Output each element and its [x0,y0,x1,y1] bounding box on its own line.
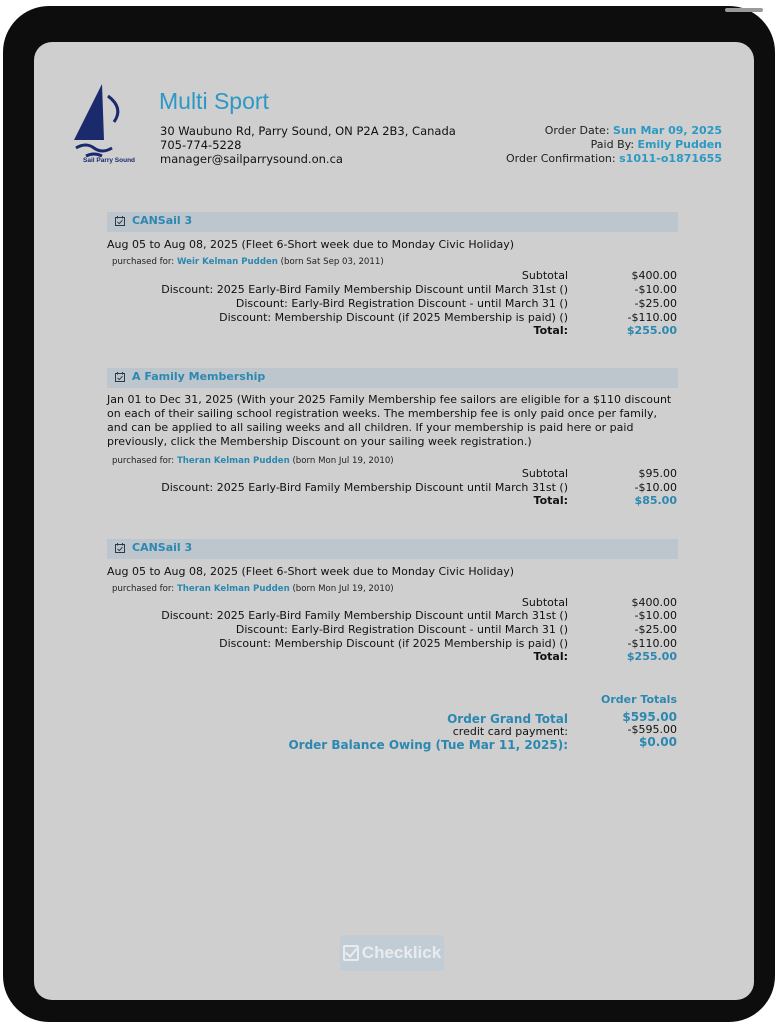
purchased-name: Theran Kelman Pudden [176,456,290,466]
org-address: 30 Waubuno Rd, Parry Sound, ON P2A 2B3, Canada [160,124,456,138]
item-description: Jan 01 to Dec 31, 2025 (With your 2025 Family Membership fee sailors are eligible for a $110 discount on each of their sailing school registration weeks. The membership fee is only paid once per family, and can be applied to all sailing weeks and all children. If your membership is paid here or paid previously, click the Membership Discount on your sailing week registration.) [107,393,672,448]
payment-amount: -$595.00 [627,723,677,736]
purchased-prefix: purchased for: [112,257,175,267]
order-totals-heading: Order Totals [601,693,677,706]
line-amount: -$25.00 [634,623,677,636]
total-amount: $85.00 [634,494,677,507]
line-label: Subtotal [521,269,568,282]
checklick-watermark [340,935,444,971]
item-title: CANSail 3 [132,214,193,227]
calendar-check-icon [115,216,125,226]
order-confirmation [506,152,722,165]
purchased-for [112,257,384,267]
order-date-label: Order Date: [544,124,610,137]
confirmation-label: Order Confirmation: [505,152,616,165]
payment-label: credit card payment: [452,725,568,738]
confirmation-value: s1011-o1871655 [619,152,722,165]
line-amount: $95.00 [638,467,677,480]
balance-label: Order Balance Owing (Tue Mar 11, 2025): [288,738,568,752]
purchased-born: (born Mon Jul 19, 2010) [292,456,394,466]
calendar-check-icon [115,543,125,553]
order-date [545,124,722,137]
line-label: Discount: 2025 Early-Bird Family Membership Discount until March 31st () [161,283,568,296]
purchased-for [112,584,394,594]
purchased-for [112,456,394,466]
item-description: Aug 05 to Aug 08, 2025 (Fleet 6-Short week due to Monday Civic Holiday) [107,565,515,578]
power-button [725,8,763,12]
line-amount: $400.00 [631,596,677,609]
item-header [107,212,678,232]
line-label: Discount: 2025 Early-Bird Family Membership Discount until March 31st () [161,609,568,622]
logo-caption: Sail Parry Sound [83,157,136,164]
purchased-name: Weir Kelman Pudden [176,257,278,267]
total-amount: $255.00 [626,650,677,663]
paid-by-value: Emily Pudden [637,138,722,151]
line-amount: -$25.00 [634,297,677,310]
total-label: Total: [533,324,568,337]
line-amount: -$110.00 [627,311,677,324]
balance-amount: $0.00 [639,735,677,749]
watermark-text: Checklick [361,943,442,962]
line-amount: -$10.00 [634,609,677,622]
line-amount: -$10.00 [634,283,677,296]
purchased-prefix: purchased for: [112,584,175,594]
org-email: manager@sailparrysound.on.ca [160,152,343,166]
total-amount: $255.00 [626,324,677,337]
line-amount: $400.00 [631,269,677,282]
line-label: Discount: 2025 Early-Bird Family Membership Discount until March 31st () [161,481,568,494]
checkbox-icon [343,945,359,961]
line-label: Subtotal [521,596,568,609]
grand-total-label: Order Grand Total [447,712,568,726]
paid-by-label: Paid By: [590,138,635,151]
total-label: Total: [533,650,568,663]
item-header [107,539,678,559]
line-amount: -$10.00 [634,481,677,494]
sailboat-logo-icon [72,82,144,168]
line-label: Discount: Early-Bird Registration Discount - until March 31 () [235,297,568,310]
line-label: Discount: Membership Discount (if 2025 Membership is paid) () [219,637,568,650]
item-title: CANSail 3 [132,541,193,554]
order-date-value: Sun Mar 09, 2025 [613,124,722,137]
line-label: Subtotal [521,467,568,480]
item-header [107,368,678,388]
purchased-born: (born Sat Sep 03, 2011) [280,257,384,267]
receipt-screen [34,42,754,1000]
tablet-frame [3,6,775,1022]
line-amount: -$110.00 [627,637,677,650]
org-name: Multi Sport [159,88,269,114]
item-title: A Family Membership [132,370,266,383]
total-label: Total: [533,494,568,507]
paid-by [591,138,722,151]
line-label: Discount: Membership Discount (if 2025 Membership is paid) () [219,311,568,324]
purchased-name: Theran Kelman Pudden [176,584,290,594]
item-description: Aug 05 to Aug 08, 2025 (Fleet 6-Short week due to Monday Civic Holiday) [107,238,515,251]
grand-total-amount: $595.00 [622,710,677,724]
purchased-born: (born Mon Jul 19, 2010) [292,584,394,594]
line-label: Discount: Early-Bird Registration Discount - until March 31 () [235,623,568,636]
org-phone: 705-774-5228 [160,138,242,152]
calendar-check-icon [115,372,125,382]
purchased-prefix: purchased for: [112,456,175,466]
